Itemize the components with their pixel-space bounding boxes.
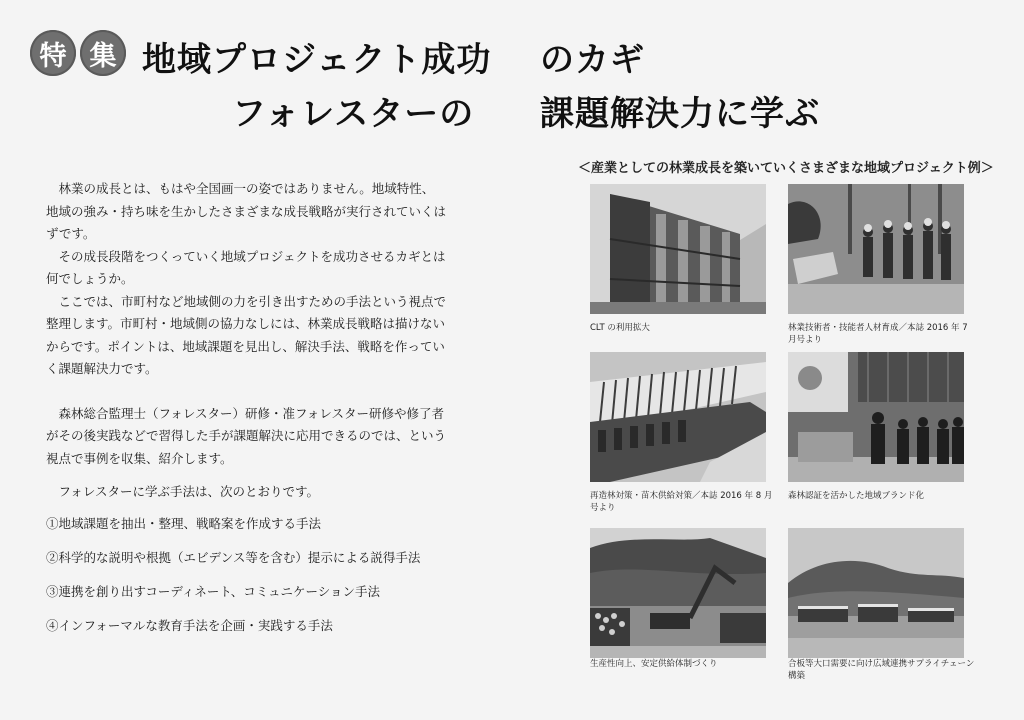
title-line2-part1: フォレスターの	[232, 94, 475, 134]
title-line1-part2: のカギ	[540, 40, 645, 80]
method-item: ④インフォーマルな教育手法を企画・実践する手法	[46, 618, 333, 633]
clt-building-photo	[590, 184, 766, 314]
photo-caption: 再造林対策・苗木供給対策／本誌 2016 年 8 月号より	[590, 491, 773, 513]
title-line2-part2: 課題解決力に学ぶ	[540, 94, 820, 134]
exhibition-photo	[788, 352, 964, 482]
method-item: ②科学的な説明や根拠（エビデンス等を含む）提示による説得手法	[46, 550, 421, 565]
intro-paragraph: 森林総合監理士（フォレスター）研修・准フォレスター研修や修了者がその後実践などで習得した手が課題解決に応用できるのでは、という視点で事例を収集、紹介します。	[46, 405, 447, 466]
mill-complex-photo	[788, 528, 964, 658]
intro-paragraph: その成長段階をつくっていく地域プロジェクトを成功させるカギとは何でしょうか。	[46, 248, 446, 286]
method-item: ③連携を創り出すコーディネート、コミュニケーション手法	[46, 584, 381, 599]
intro-paragraph: ここでは、市町村など地域側の力を引き出すための手法という視点で整理します。市町村・地域側の協力なしには、林業成長戦略は描けないからです。ポイントは、地域課題を見出し、解決手法、戦略を作っていく課題解決力です。	[46, 293, 447, 376]
project-examples-heading: ＜産業としての林業成長を築いていくさまざまな地域プロジェクト例＞	[578, 161, 994, 176]
intro-paragraph: 林業の成長とは、もはや全国画一の姿ではありません。地域特性、地域の強み・持ち味を生かしたさまざまな成長戦略が実行されていくはずです。	[46, 181, 447, 241]
method-item: ①地域課題を抽出・整理、戦略案を作成する手法	[46, 516, 322, 531]
forest-workers-photo	[788, 184, 964, 314]
photo-caption: 生産性向上、安定供給体制づくり	[590, 659, 718, 669]
methods-list	[46, 482, 466, 650]
seedlings-photo	[590, 352, 766, 482]
title-line1-part1: 地域プロジェクト成功	[142, 40, 492, 80]
photo-caption: 森林認証を活かした地域ブランド化	[788, 491, 925, 501]
feature-badges	[30, 30, 126, 76]
feature-badge-shu: 集	[80, 30, 126, 76]
intro-text	[46, 178, 446, 470]
photo-caption: 林業技術者・技能者人材育成／本誌 2016 年 7 月号より	[788, 323, 968, 345]
log-yard-photo	[590, 528, 766, 658]
photo-caption: CLT の利用拡大	[590, 323, 650, 333]
paragraph-gap	[46, 381, 446, 403]
feature-badge-toku: 特	[30, 30, 76, 76]
photo-caption: 合板等大口需要に向け広域連携サプライチェーン構築	[788, 659, 975, 681]
methods-lead: フォレスターに学ぶ手法は、次のとおりです。	[58, 484, 320, 499]
